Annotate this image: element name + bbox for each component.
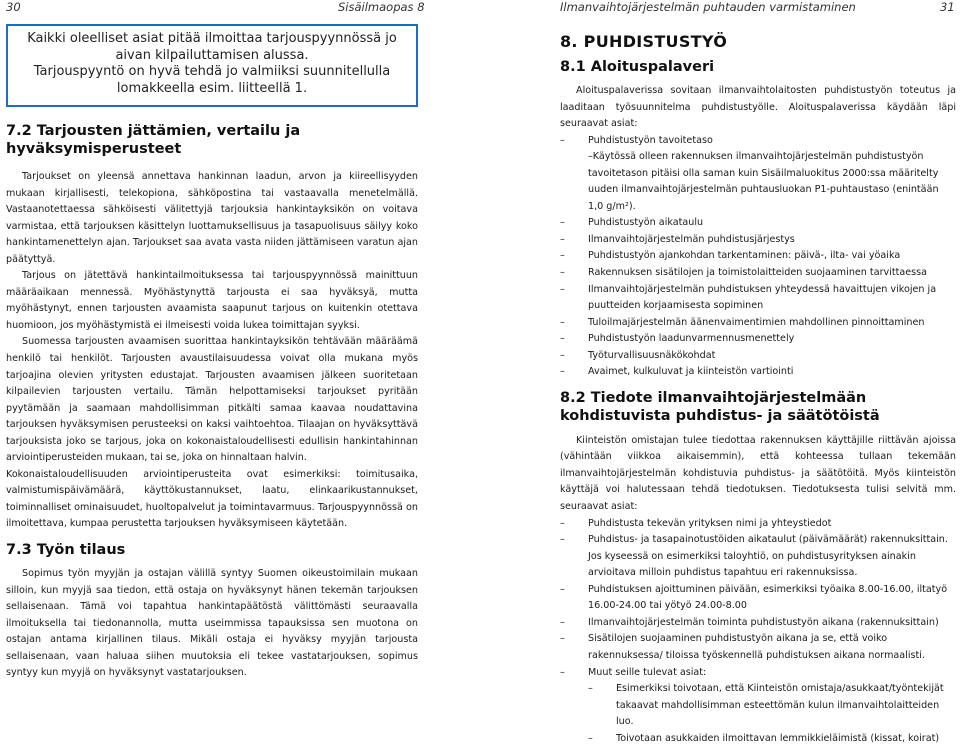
list-item: – Ilmanvaihtojärjestelmän puhdistuksen yhteydessä havaittujen vikojen ja puutteiden korjaamisesta sopiminen [560,282,956,315]
list-item: – Toivotaan asukkaiden ilmoittavan lemmikkieläimistä (kissat, koirat) [560,731,956,747]
paragraph: Tarjoukset on yleensä annettava hankinnan laadun, arvon ja kiireellisyyden mukaan kirjallisesti, telekopiona, sähköpostina tai vastaavalla menetelmällä. Vastaanotettaessa sähköisesti välitettyjä tarjouksia hankintayksikön on voitava varmistaa, että tarjouksen käsittelyn luottamuksellisuus ja tasapuolisuus säilyy koko hankintamenettelyn ajan. Tarjoukset saa avata vasta niiden jättämiseen varatun ajan päätyttyä. [6,171,418,265]
paragraph: Sopimus työn myyjän ja ostajan välillä syntyy Suomen oikeustoimilain mukaan silloin, kun myyjä saa tiedon, että ostaja on hyväksynyt hänen tekemän tarjouksen sellaisenaan. Tämä voi tapahtua hankintapäätöstä välittömästi seuraavalla ilmoituksella tai tiedonannolla, mutta useimmissa tapauksissa sen muotona on ostajan antama kirjallinen tilaus. Mikäli ostaja ei hyväksy myyjän tarjousta sellaisenaan, vaan haluaa siihen muutoksia eli tekee vastatarjouksen, sopimus syntyy kun myyjä on hyväksynyt vastatarjouksen. [6,568,418,679]
section-8-2-list [560,516,956,747]
section-8-2-intro: Kiinteistön omistajan tulee tiedottaa rakennuksen käyttäjille riittävän ajoissa (vähintään viikkoa aikaisemmin), että kohteessa tullaan tekemään ilmanvaihtojärjestelmän kohdistuvia puhdistus- ja säätötöitä. Myös kiinteistön käyttäjä voi halutessaan tehdä tiedotuksen. Tiedotuksesta tulisi selvitä mm. seuraavat asiat: [560,434,956,513]
section-7-3-heading: 7.3 Työn tilaus [6,542,126,559]
list-item: – Puhdistustyön tavoitetaso [560,133,956,150]
callout-box [6,24,418,107]
section-8-1-heading: 8.1 Aloituspalaveri [560,59,715,75]
callout-line-1: Kaikki oleelliset asiat pitää ilmoittaa tarjouspyynnössä jo aivan kilpailuttamisen alussa. [27,31,397,63]
section-8-heading: 8. PUHDISTUSTYÖ [560,32,728,51]
list-item: – Muut seille tulevat asiat: [560,665,956,682]
callout-line-2: Tarjouspyyntö on hyvä tehdä jo valmiiksi suunnitellulla lomakkeella esim. liitteellä 1. [33,64,391,96]
list-item: – Puhdistustyön aikataulu [560,215,956,232]
list-item: – Puhdistustyön laadunvarmennusmenettely [560,331,956,348]
right-running-title: Ilmanvaihtojärjestelmän puhtauden varmistaminen [560,0,856,14]
left-running-title: Sisäilmaopas 8 [338,0,425,14]
list-item: – Työturvallisuusnäkökohdat [560,348,956,365]
paragraph: Kokonaistaloudellisuuden arviointiperusteita ovat esimerkiksi: toimitusaika, valmistumispäivämäärä, käyttökustannukset, laatu, elinkaarikustannukset, toiminnalliset ominaisuudet, huoltopalvelut ja toimintavarmuus. Tarjouspyynnössä on ilmoitettava, kumpaa perustetta tarjouksen hyväksymiseen käytetään. [6,468,418,530]
right-page [560,24,956,744]
paragraph: Tarjous on jätettävä hankintailmoituksessa tai tarjouspyynnössä mainittuun määräaikaan mennessä. Myöhästynyttä tarjousta ei saa hyväksyä, mutta myöhästynyt, ennen tarjousten avaamista saapunut tarjous on kuitenkin otettava huomioon, jos myöhästymistä ei ilmeisesti voida lukea toimittajan syyksi. [6,270,418,331]
left-page [6,24,418,679]
section-8-1-intro: Aloituspalaverissa sovitaan ilmanvaihtolaitosten puhdistustyön toteutus ja laaditaan työsuunnitelma puhdistustyölle. Aloituspalaverissa käydään läpi seuraavat asiat: [560,85,956,130]
left-page-number: 30 [6,0,21,14]
section-7-2-heading: 7.2 Tarjousten jättämien, vertailu ja hyväksymisperusteet [6,123,301,157]
list-item: – Puhdistustyön ajankohdan tarkentaminen: päivä-, ilta- vai yöaika [560,248,956,265]
list-item: – Esimerkiksi toivotaan, että Kiinteistön omistaja/asukkaat/työntekijät takaavat mahdollisimman esteettömän kulun ilmanvaihtolaitteiden luo. [560,681,956,731]
section-8-1-list [560,133,956,381]
list-item: – Avaimet, kulkuluvat ja kiinteistön vartiointi [560,364,956,381]
paragraph: Suomessa tarjousten avaamisen suorittaa hankintayksikön tehtävään määräämä henkilö tai henkilöt. Tarjousten avaustilaisuudessa voivat olla mukana myös tarjoajina olevien yritysten edustajat. Tarjousten avaamisen jälkeen suoritetaan kilpailevien tarjousten vertailu. Tämän helpottamiseksi tarjoukset pyritään pyytämään ja saamaan mahdollisimman pitkälti samaa kaavaa noudattavina tarjouksen hyväksymisen perusteeksi on kaksi vaihtoehtoa. Tilaajan on hyväksyttävä tarjouksista joko se tarjous, joka on kokonaistaloudellisesti edullisin hankintahinnan arviointiperusteiden mukaan, tai se, joka on hinnaltaan halvin. [6,336,418,464]
list-item: – Puhdistus- ja tasapainotustöiden aikataulut (päivämäärät) rakennuksittain. Jos kyseessä on esimerkiksi taloyhtiö, on puhdistusyrityksen ainakin arvioitava milloin puhdistus tapahtuu eri rakennuksissa. [560,532,956,582]
list-item: – Rakennuksen sisätilojen ja toimistolaitteiden suojaaminen tarvittaessa [560,265,956,282]
list-item: – Sisätilojen suojaaminen puhdistustyön aikana ja se, että voiko rakennuksessa/ tiloissa työskennellä puhdistuksen aikana normaalisti. [560,631,956,664]
section-8-2-heading: 8.2 Tiedote ilmanvaihtojärjestelmään kohdistuvista puhdistus- ja säätötöistä [560,389,880,424]
list-item: – Ilmanvaihtojärjestelmän toiminta puhdistustyön aikana (rakennuksittain) [560,615,956,632]
list-item: – Ilmanvaihtojärjestelmän puhdistusjärjestys [560,232,956,249]
list-item: – Puhdistuksen ajoittuminen päivään, esimerkiksi työaika 8.00-16.00, iltatyö 16.00-24.00 tai yötyö 24.00-8.00 [560,582,956,615]
list-item: – Puhdistusta tekevän yrityksen nimi ja yhteystiedot [560,516,956,533]
right-page-number: 31 [940,0,955,14]
list-item: –Käytössä olleen rakennuksen ilmanvaihtojärjestelmän puhdistustyön tavoitetason pitäisi olla saman kuin Sisäilmaluokitus 2000:ssa määritelty uuden ilmanvaihtojärjestelmän puhtausluokan P1-puhtaustaso (enintään 1,0 g/m²). [588,151,939,212]
list-item: – Tuloilmajärjestelmän äänenvaimentimien mahdollinen pinnoittaminen [560,315,956,332]
